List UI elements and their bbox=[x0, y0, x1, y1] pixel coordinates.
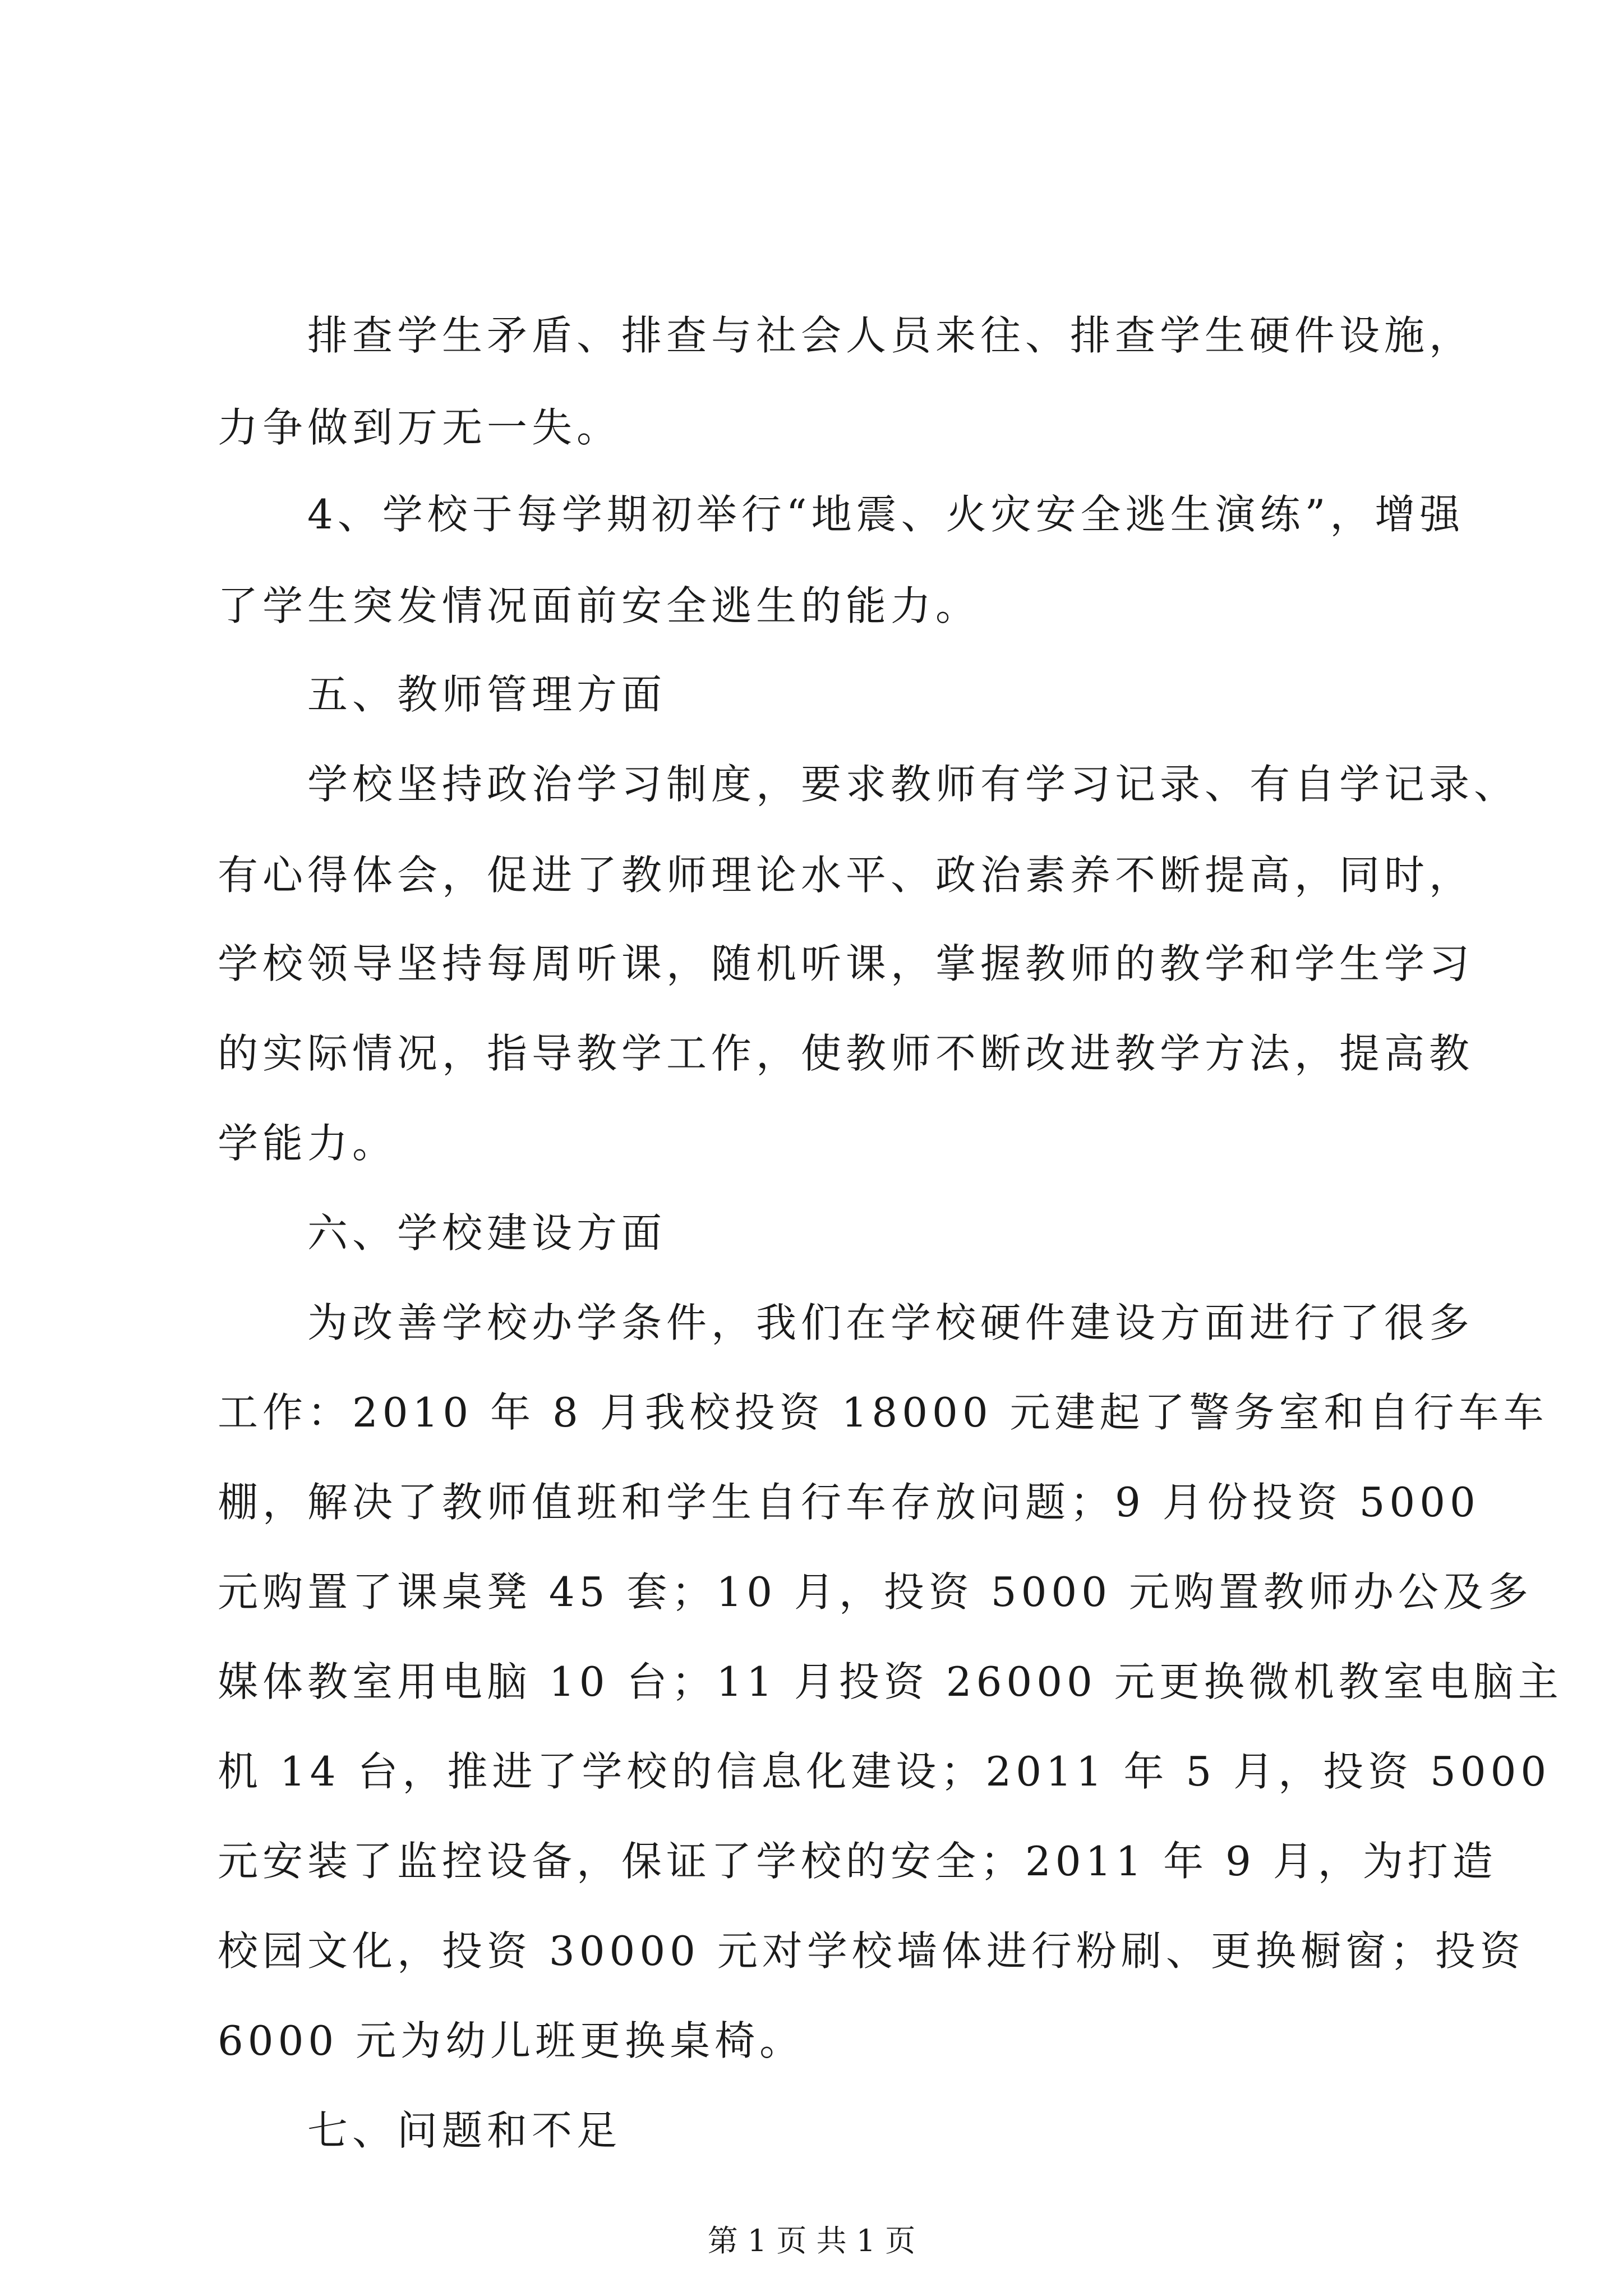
body-text-line: 元购置了课桌凳 45 套；10 月，投资 5000 元购置教师办公及多 bbox=[218, 1568, 1533, 1616]
body-text-line: 媒体教室用电脑 10 台；11 月投资 26000 元更换微机教室电脑主 bbox=[218, 1658, 1563, 1705]
body-text-line: 4、学校于每学期初举行“地震、火灾安全逃生演练”，增强 bbox=[307, 491, 1465, 538]
section-heading: 七、问题和不足 bbox=[307, 2107, 622, 2154]
body-text-line: 学校领导坚持每周听课，随机听课，掌握教师的教学和学生学习 bbox=[218, 940, 1474, 987]
body-text-line: 为改善学校办学条件，我们在学校硬件建设方面进行了很多 bbox=[307, 1299, 1474, 1346]
body-text-line: 学能力。 bbox=[218, 1120, 398, 1167]
page-footer: 第 1 页 共 1 页 bbox=[707, 2223, 916, 2258]
body-text-line: 工作：2010 年 8 月我校投资 18000 元建起了警务室和自行车车 bbox=[218, 1389, 1548, 1436]
body-text-line: 机 14 台，推进了学校的信息化建设；2011 年 5 月，投资 5000 bbox=[218, 1748, 1551, 1795]
body-text-line: 了学生突发情况面前安全逃生的能力。 bbox=[218, 582, 981, 629]
section-heading: 六、学校建设方面 bbox=[307, 1209, 667, 1257]
body-text-line: 棚，解决了教师值班和学生自行车存放问题；9 月份投资 5000 bbox=[218, 1479, 1480, 1526]
body-text-line: 的实际情况，指导教学工作，使教师不断改进教学方法，提高教 bbox=[218, 1030, 1474, 1077]
body-text-line: 有心得体会，促进了教师理论水平、政治素养不断提高，同时， bbox=[218, 852, 1474, 899]
body-text-line: 校园文化，投资 30000 元对学校墙体进行粉刷、更换橱窗；投资 bbox=[218, 1927, 1525, 1975]
body-text-line: 学校坚持政治学习制度，要求教师有学习记录、有自学记录、 bbox=[307, 761, 1519, 808]
body-text-line: 排查学生矛盾、排查与社会人员来往、排查学生硬件设施， bbox=[307, 312, 1474, 359]
body-text-line: 元安装了监控设备，保证了学校的安全；2011 年 9 月，为打造 bbox=[218, 1838, 1497, 1885]
body-text-line: 6000 元为幼儿班更换桌椅。 bbox=[218, 2017, 805, 2064]
section-heading: 五、教师管理方面 bbox=[307, 671, 667, 718]
body-text-line: 力争做到万无一失。 bbox=[218, 404, 622, 451]
